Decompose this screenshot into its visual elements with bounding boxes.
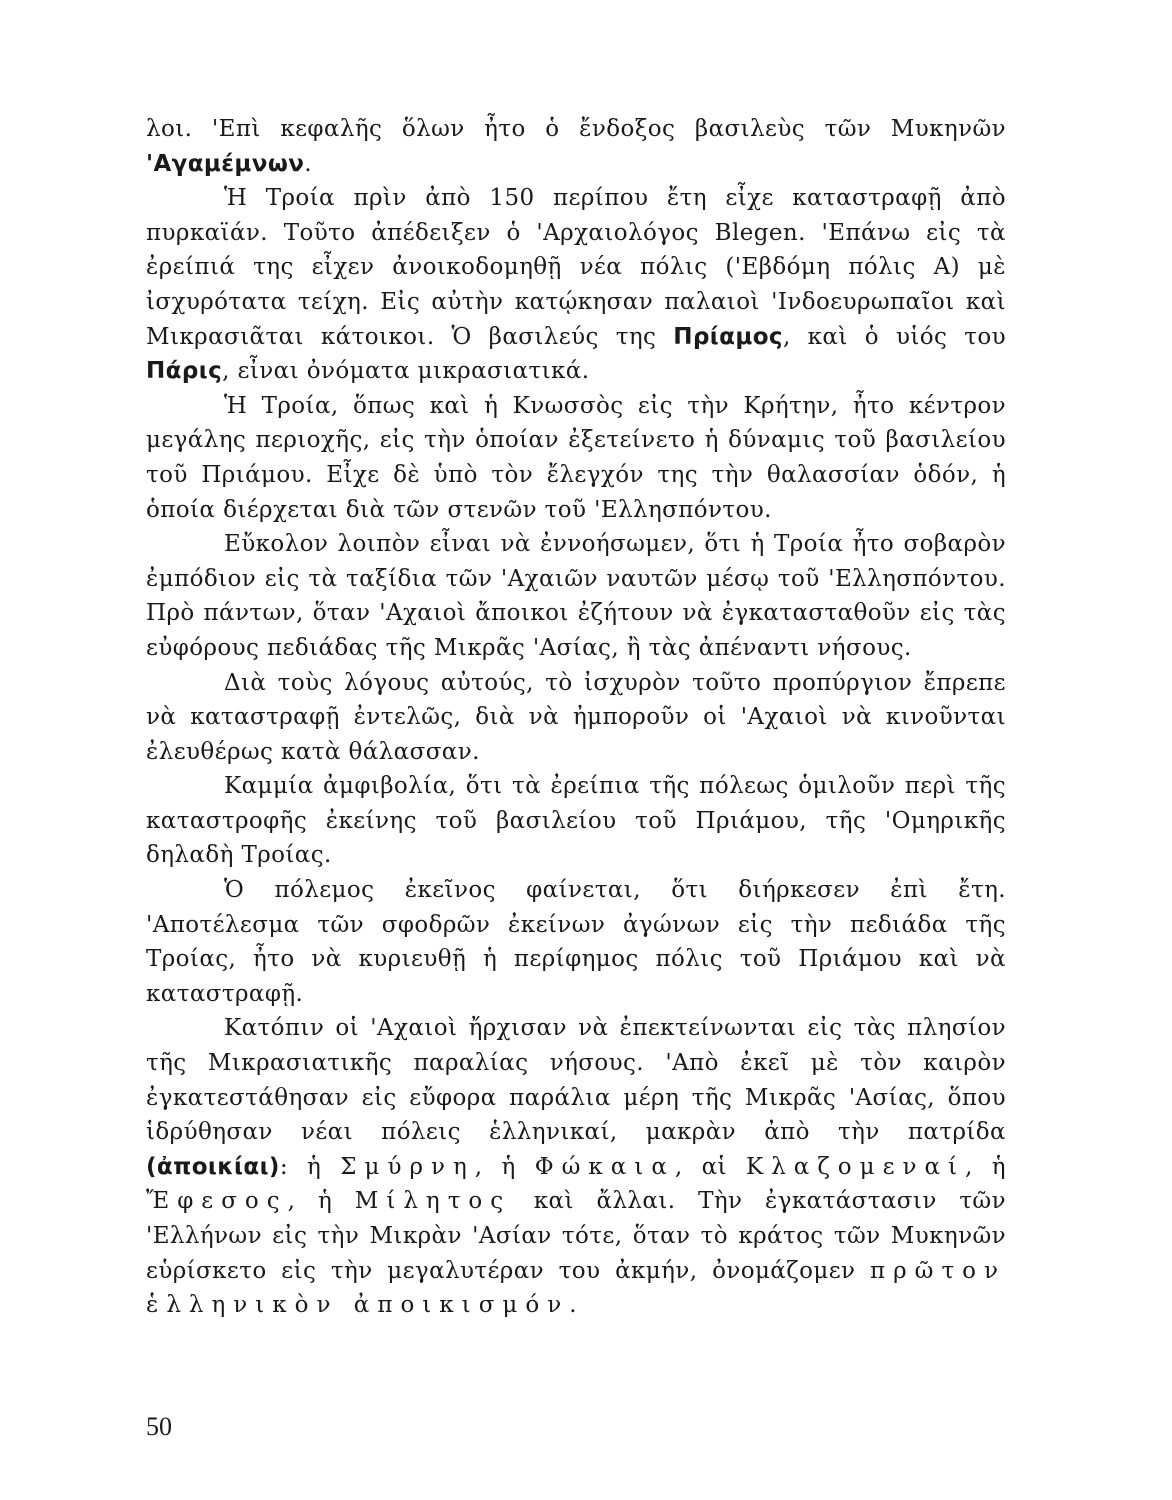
text-run: : ἡ bbox=[279, 1153, 341, 1180]
text-run: , εἶναι ὀνόματα μικρασιατικά. bbox=[222, 358, 590, 385]
bold-term: (ἀποικίαι) bbox=[146, 1153, 280, 1180]
paragraph bbox=[146, 1011, 1006, 1322]
text-run: Ἡ Τροία πρὶν ἀπὸ 150 περίπου ἔτη εἶχε καταστραφῇ ἀπὸ πυρκαϊάν. Τοῦτο ἀπέδειξεν ὁ 'Αρχαιολόγος Blegen. 'Επάνω εἰς τὰ ἐρείπιά της εἶχεν ἀνοικοδομηθῇ νέα πόλις ('Εβδόμη πόλις Α) μὲ ἰσχυρότατα τείχη. Εἰς αὐτὴν κατῴκησαν παλαιοὶ 'Ινδοευρωπαῖοι καὶ Μικρασιᾶται κάτοικοι. Ὁ βασιλεύς της bbox=[146, 185, 1006, 350]
paragraph bbox=[146, 389, 1006, 527]
text-run: , ἡ bbox=[965, 1153, 1006, 1180]
paragraph bbox=[146, 873, 1006, 1011]
spaced-term: Μίλητος bbox=[354, 1188, 512, 1215]
paragraph bbox=[146, 527, 1006, 665]
paragraph bbox=[146, 769, 1006, 873]
text-run: Εὔκολον λοιπὸν εἶναι νὰ ἐννοήσωμεν, ὅτι ἡ Τροία ἦτο σοβαρὸν ἐμπόδιον εἰς τὰ ταξίδια τῶν 'Αχαιῶν ναυτῶν μέσῳ τοῦ 'Ελλησπόντου. Πρὸ πάντων, ὅταν 'Αχαιοὶ ἄποικοι ἐζήτουν νὰ ἐγκατασταθοῦν εἰς τὰς εὐφόρους πεδιάδας τῆς Μικρᾶς 'Ασίας, ἢ τὰς ἀπέναντι νήσους. bbox=[146, 531, 1006, 661]
page-number: 50 bbox=[146, 1412, 172, 1441]
bold-term: Πάρις bbox=[146, 358, 223, 385]
spaced-term: Ἔφεσος bbox=[146, 1188, 288, 1215]
text-run: Ὁ πόλεμος ἐκεῖνος φαίνεται, ὅτι διήρκεσεν ἐπὶ ἔτη. 'Αποτέλεσμα τῶν σφοδρῶν ἐκείνων ἀγώνων εἰς τὴν πεδιάδα τῆς Τροίας, ἦτο νὰ κυριευθῇ ἡ περίφημος πόλις τοῦ Πριάμου καὶ νὰ καταστραφῇ. bbox=[146, 877, 1006, 1007]
spaced-term: Φώκαια bbox=[534, 1153, 675, 1180]
bold-term: 'Αγαμέμνων bbox=[146, 150, 305, 177]
text-run: λοι. 'Επὶ κεφαλῆς ὅλων ἦτο ὁ ἔνδοξος βασιλεὺς τῶν Μυκηνῶν bbox=[146, 116, 1006, 142]
text-run: . bbox=[569, 1292, 577, 1319]
text-run: , ἡ bbox=[474, 1153, 535, 1180]
text-run: , αἱ bbox=[674, 1153, 747, 1180]
text-run: καὶ ἄλλαι. Τὴν ἐγκατάστασιν τῶν 'Ελλήνων εἰς τὴν Μικρὰν 'Ασίαν τότε, ὅταν τὸ κράτος τῶν Μυκηνῶν εὑρίσκετο εἰς τὴν μεγαλυτέραν του ἀκμήν, ὀνομάζομεν bbox=[146, 1188, 1006, 1284]
text-run: , καὶ ὁ υἱός του bbox=[782, 323, 1006, 350]
spaced-term: πρῶτον ἑλληνικὸν ἀποικισμόν bbox=[146, 1257, 1006, 1319]
text-run: Διὰ τοὺς λόγους αὐτούς, τὸ ἰσχυρὸν τοῦτο προπύργιον ἔπρεπε νὰ καταστραφῇ ἐντελῶς, διὰ νὰ ἠμποροῦν οἱ 'Αχαιοὶ νὰ κινοῦνται ἐλευθέρως κατὰ θάλασσαν. bbox=[146, 669, 1006, 765]
spaced-term: Κλαζομεναί bbox=[746, 1153, 966, 1180]
text-run: , ἡ bbox=[287, 1188, 355, 1215]
text-run: Ἡ Τροία, ὅπως καὶ ἡ Κνωσσὸς εἰς τὴν Κρήτην, ἦτο κέντρον μεγάλης περιοχῆς, εἰς τὴν ὁποίαν ἐξετείνετο ἡ δύναμις τοῦ βασιλείου τοῦ Πριάμου. Εἶχε δὲ ὑπὸ τὸν ἔλεγχόν της τὴν θαλασσίαν ὁδόν, ἡ ὁποία διέρχεται διὰ τῶν στενῶν τοῦ 'Ελλησπόντου. bbox=[146, 392, 1006, 523]
body-text bbox=[146, 112, 1006, 1323]
text-run: Καμμία ἀμφιβολία, ὅτι τὰ ἐρείπια τῆς πόλεως ὁμιλοῦν περὶ τῆς καταστροφῆς ἐκείνης τοῦ βασιλείου τοῦ Πριάμου, τῆς 'Ομηρικῆς δηλαδὴ Τροίας. bbox=[146, 773, 1006, 869]
text-run: Κατόπιν οἱ 'Αχαιοὶ ἤρχισαν νὰ ἐπεκτείνωνται εἰς τὰς πλησίον τῆς Μικρασιατικῆς παραλίας νήσους. 'Απὸ ἐκεῖ μὲ τὸν καιρὸν ἐγκατεστάθησαν εἰς εὔφορα παράλια μέρη τῆς Μικρᾶς 'Ασίας, ὅπου ἱδρύθησαν νέαι πόλεις ἑλληνικαί, μακρὰν ἀπὸ τὴν πατρίδα bbox=[146, 1015, 1006, 1146]
bold-term: Πρίαμος bbox=[673, 323, 783, 350]
paragraph bbox=[146, 666, 1006, 770]
paragraph bbox=[146, 181, 1006, 389]
paragraph bbox=[146, 112, 1006, 181]
spaced-term: Σμύρνη bbox=[340, 1153, 475, 1180]
text-run: . bbox=[304, 150, 313, 177]
